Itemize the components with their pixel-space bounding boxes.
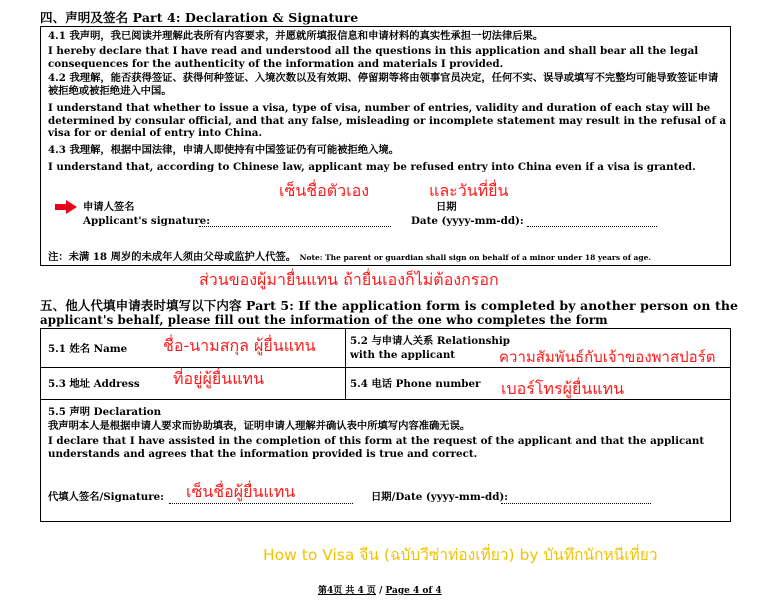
p43-cn: 4.3 我理解，根据中国法律，申请人即使持有中国签证仍有可能被拒绝入境。	[48, 144, 399, 156]
part5-box	[40, 328, 731, 522]
f52-label-line2: with the applicant	[350, 349, 456, 361]
right-arrow-icon	[55, 199, 77, 218]
date-label-en: Date (yyyy-mm-dd):	[411, 215, 524, 227]
minor-note: 注：未满 18 周岁的未成年人须由父母或监护人代签。 Note: The parent or guardian shall sign on behalf of a minor under 18 years of age.	[48, 251, 652, 263]
f54-note: เบอร์โทรผู้ยื่นแทน	[501, 379, 625, 398]
f53-note: ที่อยู่ผู้ยื่นแทน	[173, 369, 265, 388]
proxy-signature-line[interactable]	[169, 503, 353, 504]
page-footer: 第4页 共 4 页 / Page 4 of 4	[318, 586, 442, 596]
p42-en: I understand that whether to issue a visa, type of visa, number of entries, validity and duration of each stay will be determined by consular official, and that any false, misleading or incomplete statement may result in the refusal of a visa for or denial of entry into China.	[48, 102, 727, 139]
proxy-signature-label: 代填人签名/Signature:	[48, 491, 164, 503]
note-and-date: และวันที่ยื่น	[429, 181, 509, 200]
applicant-date-line[interactable]	[527, 226, 657, 227]
f52-label-line1: 5.2 与申请人关系 Relationship	[350, 335, 510, 347]
applicant-signature-line[interactable]	[199, 226, 391, 227]
f54-label: 5.4 电话 Phone number	[350, 378, 481, 390]
sig-label-cn: 申请人签名	[83, 201, 135, 213]
part5-title-line2: applicant's behalf, please fill out the information of the one who completes the form	[40, 313, 608, 327]
f55-en: I declare that I have assisted in the completion of this form at the request of the applicant and that the applicant understands and agrees that the information provided is true and correct.	[48, 435, 705, 460]
p41-en: I hereby declare that I have read and understood all the questions in this application and shall bear all the legal consequences for the authenticity of the information and materials I provided.	[48, 45, 699, 70]
proxy-signature-note: เซ็นชื่อผู้ยื่นแทน	[186, 482, 296, 501]
f55-title: 5.5 声明 Declaration	[48, 406, 162, 418]
proxy-date-label: 日期/Date (yyyy-mm-dd):	[371, 491, 509, 503]
proxy-date-line[interactable]	[501, 503, 651, 504]
part4-title: 四、声明及签名 Part 4: Declaration & Signature	[40, 10, 359, 25]
note-sign-name: เซ็นชื่อตัวเอง	[279, 181, 369, 200]
date-label-cn: 日期	[436, 201, 457, 213]
part4-box	[40, 26, 731, 266]
f53-label: 5.3 地址 Address	[48, 378, 140, 390]
p42-cn: 4.2 我理解，能否获得签证、获得何种签证、入境次数以及有效期、停留期等将由领事官员决定，任何不实、误导或填写不完整均可能导致签证申请被拒绝或被拒绝进入中国。	[48, 72, 719, 97]
p43-en: I understand that, according to Chinese law, applicant may be refused entry into China even if a visa is granted.	[48, 161, 696, 173]
watermark: How to Visa จีน (ฉบับวีซ่าท่องเที่ยว) by บันทึกนักหนีเที่ยว	[263, 546, 658, 564]
sig-label-en: Applicant's signature:	[83, 215, 211, 227]
f51-note: ชื่อ-นามสกุล ผู้ยื่นแทน	[163, 336, 316, 355]
part5-title-line1: 五、他人代填申请表时填写以下内容 Part 5: If the application form is completed by another person on the	[40, 298, 739, 313]
note-applicant-part: ส่วนของผู้มายื่นแทน ถ้ายื่นเองก็ไม่ต้องกรอก	[199, 270, 499, 289]
f51-label: 5.1 姓名 Name	[48, 343, 128, 355]
f52-note: ความสัมพันธ์กับเจ้าของพาสปอร์ต	[499, 348, 716, 366]
f55-cn: 我声明本人是根据申请人要求而协助填表，证明申请人理解并确认表中所填写内容准确无误。	[48, 420, 471, 432]
p41-cn: 4.1 我声明，我已阅读并理解此表所有内容要求，并愿就所填报信息和申请材料的真实性承担一切法律后果。	[48, 30, 544, 42]
